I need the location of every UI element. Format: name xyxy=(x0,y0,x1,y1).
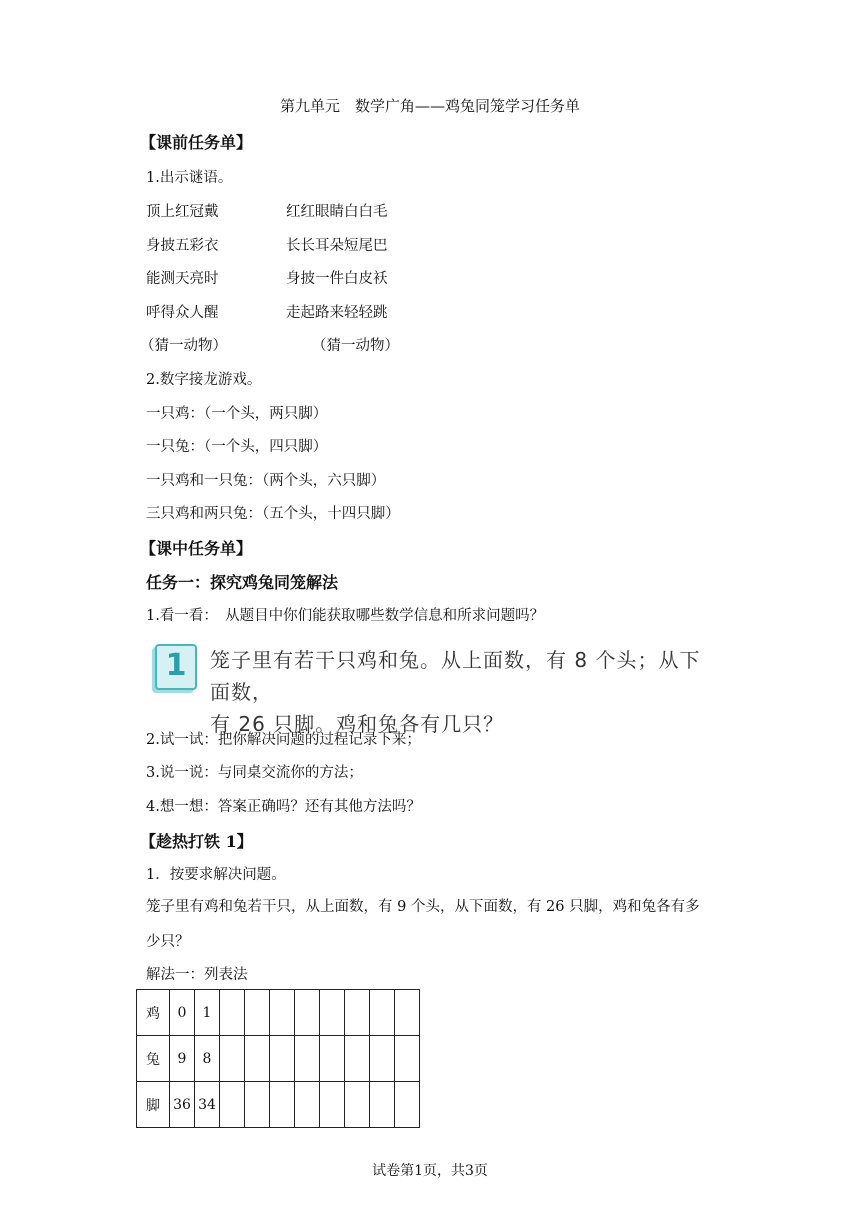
practice-heading: 【趁热打铁 1】 xyxy=(140,832,253,851)
list-method-table xyxy=(136,989,420,1128)
table-cell[interactable] xyxy=(370,1036,395,1082)
table-cell: 1 xyxy=(195,990,220,1036)
table-cell[interactable] xyxy=(295,1036,320,1082)
table-cell[interactable] xyxy=(370,1082,395,1128)
table-row xyxy=(137,990,420,1036)
table-cell[interactable] xyxy=(220,990,245,1036)
textbook-problem xyxy=(152,640,712,736)
problem-text xyxy=(210,644,712,740)
table-cell[interactable] xyxy=(345,1036,370,1082)
think-instruction: 4.想一想：答案正确吗？还有其他方法吗？ xyxy=(146,799,421,815)
table-cell[interactable] xyxy=(345,990,370,1036)
chain-line: 一只鸡和一只兔：（两个头，六只脚） xyxy=(146,473,386,489)
table-cell[interactable] xyxy=(295,1082,320,1128)
riddle-left-line: 呼得众人醒 xyxy=(146,305,219,321)
table-cell[interactable] xyxy=(345,1082,370,1128)
table-cell[interactable] xyxy=(270,1082,295,1128)
riddle-left-line: 顶上红冠戴 xyxy=(146,204,219,220)
table-cell: 兔 xyxy=(137,1036,170,1082)
pre-class-heading: 【课前任务单】 xyxy=(140,133,253,152)
table-row xyxy=(137,1082,420,1128)
table-cell: 9 xyxy=(170,1036,195,1082)
table-cell[interactable] xyxy=(320,990,345,1036)
item-number-chain: 2.数字接龙游戏。 xyxy=(146,372,262,388)
table-cell[interactable] xyxy=(395,1036,420,1082)
riddle-right-line: 长长耳朵短尾巴 xyxy=(286,238,388,254)
item-riddle: 1.出示谜语。 xyxy=(146,170,233,186)
in-class-heading: 【课中任务单】 xyxy=(140,539,253,558)
table-cell: 脚 xyxy=(137,1082,170,1128)
practice-item: 1．按要求解决问题。 xyxy=(146,867,286,883)
table-cell[interactable] xyxy=(320,1036,345,1082)
table-cell[interactable] xyxy=(270,990,295,1036)
say-instruction: 3.说一说：与同桌交流你的方法； xyxy=(146,765,363,781)
table-row xyxy=(137,1036,420,1082)
table-cell: 34 xyxy=(195,1082,220,1128)
try-instruction: 2.试一试：把你解决问题的过程记录下来； xyxy=(146,732,421,748)
table-cell: 8 xyxy=(195,1036,220,1082)
question-line: 少只？ xyxy=(146,934,190,950)
table-cell[interactable] xyxy=(245,1036,270,1082)
table-cell[interactable] xyxy=(395,990,420,1036)
table-cell[interactable] xyxy=(270,1036,295,1082)
question-line: 笼子里有鸡和兔若干只，从上面数，有 9 个头，从下面数，有 26 只脚，鸡和兔各有多 xyxy=(146,899,700,915)
problem-number-badge xyxy=(155,644,197,690)
table-cell: 0 xyxy=(170,990,195,1036)
task-one-heading: 任务一：探究鸡兔同笼解法 xyxy=(146,573,339,592)
table-cell: 鸡 xyxy=(137,990,170,1036)
table-cell[interactable] xyxy=(220,1082,245,1128)
table-cell[interactable] xyxy=(395,1082,420,1128)
chain-line: 三只鸡和两只兔：（五个头，十四只脚） xyxy=(146,506,400,522)
chain-line: 一只鸡：（一个头，两只脚） xyxy=(146,406,328,422)
problem-line: 笼子里有若干只鸡和兔。从上面数，有 8 个头；从下面数， xyxy=(210,648,701,704)
page-footer: 试卷第1页，共3页 xyxy=(372,1163,488,1179)
table-cell[interactable] xyxy=(295,990,320,1036)
look-instruction: 1.看一看： 从题目中你们能获取哪些数学信息和所求问题吗？ xyxy=(146,608,545,624)
riddle-left-line: 能测天亮时 xyxy=(146,271,219,287)
table-cell[interactable] xyxy=(320,1082,345,1128)
riddle-left-hint: （猜一动物） xyxy=(140,338,227,354)
table-cell: 36 xyxy=(170,1082,195,1128)
riddle-right-hint: （猜一动物） xyxy=(312,338,399,354)
riddle-left-line: 身披五彩衣 xyxy=(146,238,219,254)
riddle-right-line: 红红眼睛白白毛 xyxy=(286,204,388,220)
riddle-right-line: 身披一件白皮袄 xyxy=(286,271,388,287)
problem-line: 有 26 只脚。鸡和兔各有几只？ xyxy=(210,712,505,736)
riddle-right-line: 走起路来轻轻跳 xyxy=(286,305,388,321)
table-cell[interactable] xyxy=(220,1036,245,1082)
problem-number: 1 xyxy=(165,648,187,683)
table-cell[interactable] xyxy=(245,990,270,1036)
table-cell[interactable] xyxy=(370,990,395,1036)
method-one-label: 解法一：列表法 xyxy=(146,967,248,983)
table-cell[interactable] xyxy=(245,1082,270,1128)
chain-line: 一只兔：（一个头，四只脚） xyxy=(146,439,328,455)
page-title: 第九单元 数学广角——鸡兔同笼学习任务单 xyxy=(279,97,580,115)
